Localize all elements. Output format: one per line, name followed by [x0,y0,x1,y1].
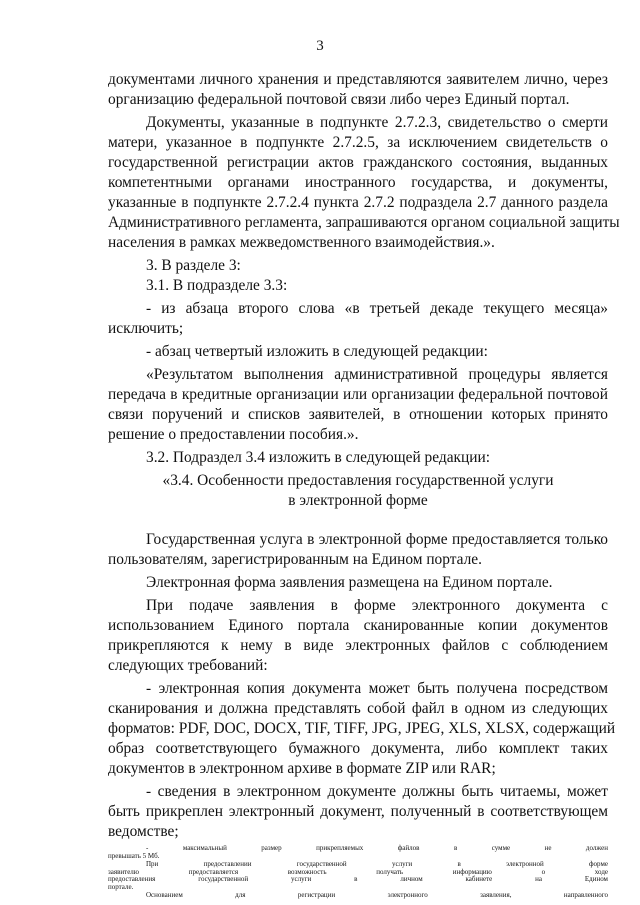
text-line: Электронная форма заявления размещена на Едином портале. [146,574,553,591]
text-line: - максимальный размер прикрепляемых файлов в сумме не должен [146,844,608,852]
section-heading: 3. В разделе 3: [146,257,241,274]
text-line: - электронная копия документа может быть получена посредством [146,680,608,697]
text-line: компетентными органами иностранного государства, и документы, [108,174,608,191]
text-line: населения в рамках межведомственного взаимодействия.». [108,234,495,251]
text-line: образ соответствующего бумажного документа, либо комплект таких [108,740,608,757]
text-line: прикрепляются к нему в виде электронных файлов с соблюдением [108,637,608,654]
text-line: Основанием для регистрации электронного заявления, направленного [146,891,608,900]
text-line: предоставления государственной услуги в личном кабинете на Едином [108,875,608,884]
text-line: При подаче заявления в форме электронного документа с [146,597,608,614]
text-line: - абзац четвертый изложить в следующей редакции: [146,343,488,360]
text-line: пользователям, зарегистрированным на Едином портале. [108,551,482,568]
text-line: «Результатом выполнения административной процедуры является [146,366,608,383]
subsection-heading: 3.2. Подраздел 3.4 изложить в следующей редакции: [146,449,490,466]
text-line: использованием Единого портала сканированные копии документов [108,617,608,634]
text-line: - сведения в электронном документе должны быть читаемы, может [146,783,608,800]
text-line: государственной регистрации актов гражданского состояния, выданных [108,154,608,171]
text-line: документами личного хранения и представляются заявителем лично, через [108,71,608,88]
text-line: превышать 5 Мб. [108,851,160,860]
text-line: При предоставлении государственной услуги в электронной форме [146,859,608,868]
text-line: Государственная услуга в электронной форме предоставляется только [146,531,608,548]
text-line: заявителю предоставляется возможность получать информацию о ходе [108,867,608,876]
text-line: организацию федеральной почтовой связи либо через Единый портал. [108,91,570,108]
text-line: форматов: PDF, DOC, DOCX, TIF, TIFF, JPG, JPEG, XLS, XLSX, содержащий [108,720,616,737]
text-line: документов в электронном архиве в формате ZIP или RAR; [108,760,496,777]
text-line: передача в кредитные организации или организации федеральной почтовой [108,386,608,403]
text-line: связи поручений и списков заявителей, в отношении которых принято [108,406,608,423]
text-line: следующих требований: [108,657,268,674]
subsection-heading: 3.1. В подразделе 3.3: [146,277,288,294]
section-title: в электронной форме [288,492,428,509]
text-line: указанные в подпункте 2.7.2.4 пункта 2.7.2 подраздела 2.7 данного раздела [108,194,608,211]
section-title: «3.4. Особенности предоставления государственной услуги [162,472,554,489]
text-line: Документы, указанные в подпункте 2.7.2.3, свидетельство о смерти [146,114,608,131]
text-line: ведомстве; [108,823,179,840]
text-line: матери, указанное в подпункте 2.7.2.5, за исключением свидетельств о [108,134,608,151]
text-line: решение о предоставлении пособия.». [108,426,359,443]
text-line: исключить; [108,320,184,337]
text-line: быть прикреплен электронный документ, полученный в соответствующем [108,803,608,820]
text-line: портале. [108,883,134,892]
text-line: сканирования и должна представлять собой файл в одном из следующих [108,700,608,717]
text-line: - из абзаца второго слова «в третьей декаде текущего месяца» [146,300,608,317]
text-line: Административного регламента, запрашиваются органом социальной защиты [108,214,620,231]
page-number: 3 [316,38,324,54]
